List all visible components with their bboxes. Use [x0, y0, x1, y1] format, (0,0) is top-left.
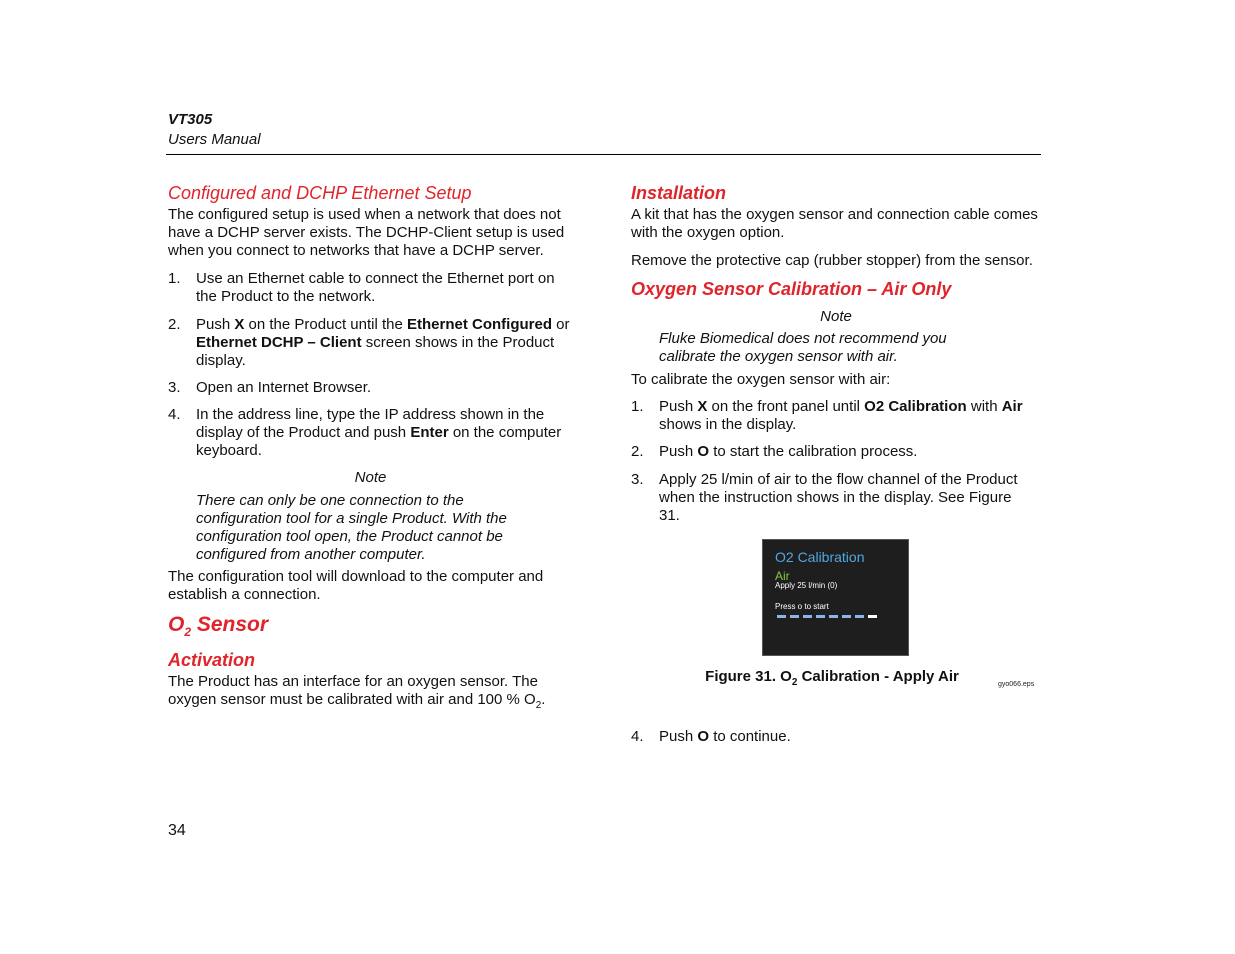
progress-dash: [868, 615, 877, 618]
step-text: screen shows in the Product display.: [196, 334, 555, 369]
step-text: to start the calibration process.: [709, 443, 918, 460]
section-heading-o2-sensor: [168, 612, 573, 645]
step-text: on the front panel until: [707, 398, 865, 415]
list-item: [168, 379, 573, 397]
ethernet-steps-list: [168, 270, 573, 460]
paragraph-text: .: [541, 691, 546, 709]
note-label: Note: [820, 308, 852, 325]
screen-instruction: Apply 25 l/min (0): [775, 581, 838, 590]
activation-paragraph: [168, 673, 573, 715]
step-text: shows in the display.: [659, 416, 797, 433]
o2-calibration-screen-figure: [762, 539, 909, 656]
step-text: Push: [196, 316, 235, 333]
list-item: [168, 316, 573, 370]
manual-product-title: VT305: [168, 111, 213, 128]
progress-dash: [855, 615, 864, 618]
step-text: Push: [659, 443, 698, 460]
step-key: X: [697, 398, 708, 415]
paragraph-text: The Product has an interface for an oxygen sensor. The oxygen sensor must be calibrated with air and 100 % O: [168, 673, 538, 709]
list-item: [631, 471, 1041, 525]
section-heading-ethernet-setup: Configured and DCHP Ethernet Setup: [168, 183, 472, 203]
progress-dash: [777, 615, 786, 618]
note-label: Note: [354, 469, 387, 486]
heading-text: O: [168, 613, 185, 636]
section-heading-installation: Installation: [631, 183, 727, 203]
header-rule: [166, 154, 1041, 155]
step-text: Apply 25 l/min of air to the flow channel of the Product when the instruction shows in the display. See Figure 31.: [659, 471, 1018, 524]
step-key: Enter: [410, 424, 449, 441]
page-number: 34: [168, 822, 186, 839]
step-text: Use an Ethernet cable to connect the Ethernet port on the Product to the network.: [196, 270, 555, 305]
step-text: Push: [659, 398, 698, 415]
section-heading-activation: Activation: [168, 650, 256, 671]
list-item: [631, 728, 1041, 746]
list-item: [168, 406, 573, 460]
heading-subscript: 2: [184, 625, 192, 640]
installation-paragraph-1: A kit that has the oxygen sensor and connection cable comes with the oxygen option.: [631, 206, 1038, 241]
step-number: 2.: [168, 316, 181, 333]
progress-dash: [829, 615, 838, 618]
paragraph-subscript: 2: [535, 700, 542, 712]
step-text: to continue.: [709, 728, 791, 745]
progress-dash: [816, 615, 825, 618]
figure-file-name: gyo066.eps: [998, 681, 1035, 688]
progress-dash: [803, 615, 812, 618]
screen-name: Ethernet Configured: [406, 316, 552, 333]
note-text: There can only be one connection to the configuration tool for a single Product. With the configuration tool open, the Product cannot be configured from another computer.: [196, 492, 507, 563]
screen-name: Ethernet DCHP – Client: [196, 334, 362, 351]
calibration-intro: To calibrate the oxygen sensor with air:: [631, 371, 891, 388]
list-item: [631, 398, 1041, 434]
caption-text: Calibration - Apply Air: [797, 668, 959, 685]
step-text: with: [966, 398, 1002, 415]
screen-name: O2 Calibration: [864, 398, 967, 415]
calibration-steps-list-continued: [631, 728, 1041, 746]
caption-subscript: 2: [791, 677, 798, 688]
screen-mode: Air: [1001, 398, 1023, 415]
caption-text: Figure 31. O: [705, 668, 792, 685]
list-item: [168, 270, 573, 306]
step-text: In the address line, type the IP address shown in the display of the Product and push: [196, 406, 545, 441]
step-number: 3.: [168, 379, 181, 396]
right-column: [631, 182, 1041, 746]
note-text: Fluke Biomedical does not recommend you calibrate the oxygen sensor with air.: [659, 330, 947, 365]
step-number: 2.: [631, 443, 644, 460]
step-key: O: [697, 728, 710, 745]
step-number: 4.: [631, 728, 644, 745]
screen-prompt: Press o to start: [775, 602, 829, 611]
progress-dash: [842, 615, 851, 618]
step-number: 1.: [631, 398, 644, 415]
progress-dash: [790, 615, 799, 618]
screen-progress-dashes: [777, 615, 877, 618]
step-text: or: [551, 316, 570, 333]
ethernet-intro-paragraph: The configured setup is used when a network that does not have a DCHP server exists. The DCHP-Client setup is used when you connect to networks that have a DCHP server.: [168, 206, 565, 259]
ethernet-outro-paragraph: The configuration tool will download to the computer and establish a connection.: [168, 568, 544, 603]
heading-text: Sensor: [191, 613, 269, 636]
step-number: 4.: [168, 406, 181, 423]
step-text: on the Product until the: [244, 316, 407, 333]
step-text: Push: [659, 728, 698, 745]
step-key: X: [234, 316, 245, 333]
screen-title: O2 Calibration: [775, 549, 865, 565]
calibration-steps-list: [631, 398, 1041, 525]
screen-mode: Air: [775, 569, 790, 583]
installation-paragraph-2: Remove the protective cap (rubber stopper) from the sensor.: [631, 252, 1033, 269]
step-text: Open an Internet Browser.: [196, 379, 372, 396]
step-text: on the computer keyboard.: [196, 424, 562, 459]
step-number: 3.: [631, 471, 644, 488]
step-number: 1.: [168, 270, 181, 287]
left-column: [168, 182, 573, 715]
step-key: O: [697, 443, 710, 460]
figure-caption: [631, 668, 1041, 692]
section-heading-calibration: Oxygen Sensor Calibration – Air Only: [631, 279, 952, 299]
manual-subtitle: Users Manual: [168, 131, 261, 148]
list-item: [631, 443, 1041, 461]
